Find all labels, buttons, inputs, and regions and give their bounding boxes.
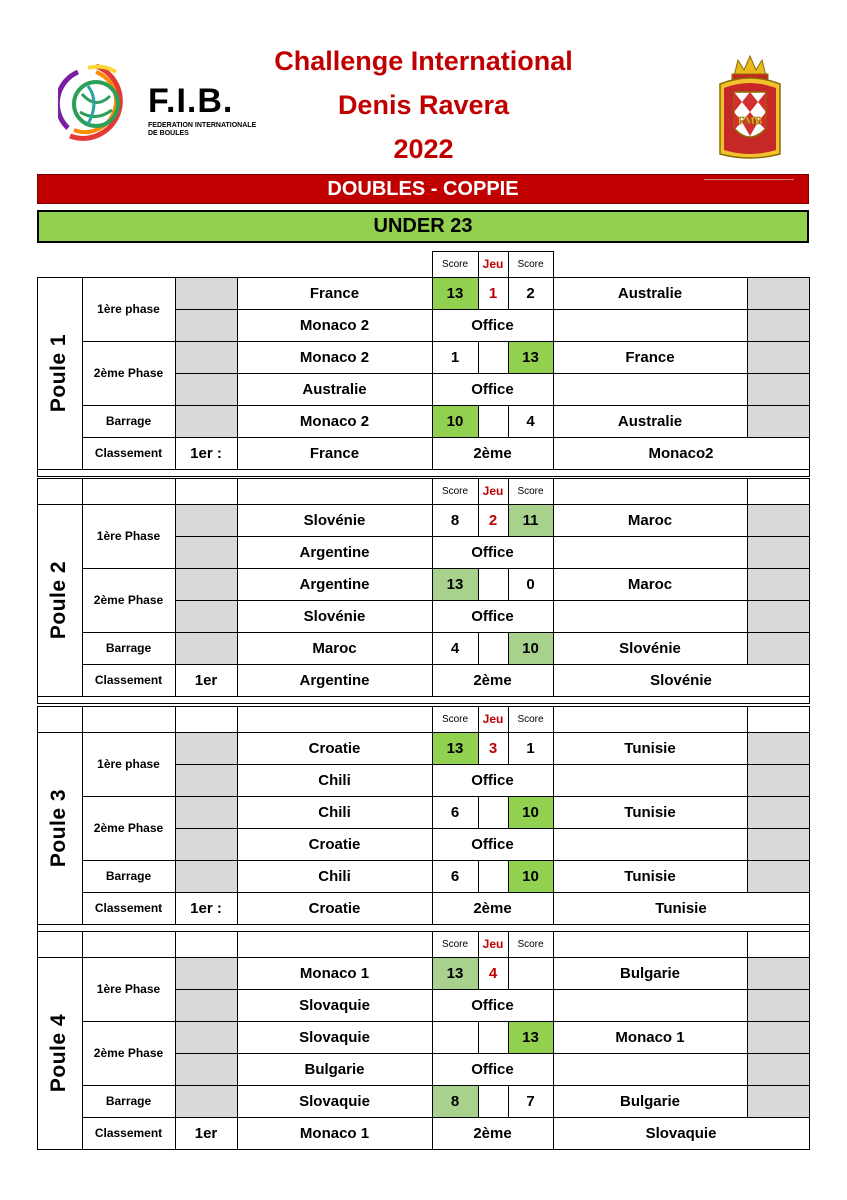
classement-label: Classement — [94, 673, 163, 687]
header-strip-cell — [237, 478, 433, 505]
team-b-name: Bulgarie — [619, 1092, 680, 1110]
barrage-label: Barrage — [105, 641, 152, 655]
header-strip-cell — [37, 931, 83, 958]
poule-label — [37, 504, 82, 696]
jeu-value — [478, 405, 508, 437]
phase2-label: 2ème Phase — [93, 366, 164, 380]
team-b-name: Tunisie — [624, 803, 676, 821]
second-place-label: 2ème — [473, 444, 512, 462]
jeu-column-header: Jeu — [482, 712, 504, 726]
jeu-value — [478, 568, 508, 600]
empty-gray-cell — [175, 860, 238, 893]
crest-text: FMB — [737, 115, 763, 127]
score-column-header: Score — [441, 485, 469, 497]
empty-gray-cell — [747, 1053, 810, 1086]
team-a-name: Bulgarie — [304, 1060, 365, 1078]
score-a-value: 6 — [450, 867, 460, 885]
empty-gray-cell — [747, 341, 810, 374]
first-place-team: France — [309, 444, 360, 462]
score-b-value: 2 — [526, 284, 535, 302]
jeu-value — [478, 1085, 508, 1117]
score-a-value — [432, 1021, 478, 1053]
score-b-value — [508, 957, 553, 989]
empty-gray-cell — [747, 373, 810, 406]
team-b-name: Tunisie — [624, 867, 676, 885]
header-strip-cell — [747, 478, 810, 505]
team-b-cell — [553, 373, 748, 406]
score-column-header: Score — [517, 938, 544, 950]
team-a-name: Argentine — [299, 543, 370, 561]
jeu-column-header: Jeu — [482, 257, 504, 271]
empty-gray-cell — [175, 309, 238, 342]
phase1-label: 1ère Phase — [96, 982, 161, 996]
empty-gray-cell — [175, 373, 238, 406]
team-b-name: Monaco 1 — [615, 1028, 685, 1046]
empty-gray-cell — [747, 277, 810, 310]
team-a-name: Monaco 2 — [299, 348, 370, 366]
team-b-name: Tunisie — [624, 739, 676, 757]
classement-label: Classement — [94, 446, 163, 460]
score-a-value: 13 — [446, 739, 464, 757]
jeu-column-header: Jeu — [482, 484, 504, 498]
team-b-cell — [553, 828, 748, 861]
empty-gray-cell — [175, 1053, 238, 1086]
empty-gray-cell — [747, 632, 810, 665]
poule-label — [37, 957, 82, 1149]
empty-gray-cell — [747, 732, 810, 765]
poule-name: Poule 1 — [47, 333, 71, 413]
score-b-value: 10 — [522, 867, 539, 885]
poule-label — [37, 277, 82, 469]
phase2-label: 2ème Phase — [93, 821, 164, 835]
page-title-year: 2022 — [393, 134, 454, 164]
empty-gray-cell — [747, 860, 810, 893]
barrage-label: Barrage — [105, 1094, 152, 1108]
category-label: DOUBLES - COPPIE — [327, 178, 519, 200]
team-b-cell — [553, 989, 748, 1022]
empty-gray-cell — [175, 1085, 238, 1118]
fib-name-line2: DE BOULES — [148, 130, 189, 137]
score-column-header: Score — [517, 485, 544, 497]
poule-name: Poule 4 — [47, 1013, 71, 1093]
empty-gray-cell — [175, 989, 238, 1022]
second-place-team: Slovaquie — [645, 1124, 717, 1142]
score-column-header: Score — [441, 713, 469, 725]
poule-name: Poule 3 — [47, 788, 71, 868]
team-b-cell — [553, 1053, 748, 1086]
team-a-name: Croatie — [308, 835, 361, 853]
second-place-label: 2ème — [473, 899, 512, 917]
score-b-value: 4 — [526, 412, 535, 430]
score-b-value: 1 — [526, 739, 535, 757]
team-b-name: Maroc — [627, 511, 673, 529]
header-strip-cell — [553, 706, 748, 733]
score-b-value: 7 — [526, 1092, 535, 1110]
office-label: Office — [471, 771, 514, 789]
empty-gray-cell — [175, 568, 238, 601]
team-b-name: Bulgarie — [619, 964, 680, 982]
empty-gray-cell — [747, 1085, 810, 1118]
barrage-label: Barrage — [105, 869, 152, 883]
first-place-label: 1er — [194, 1124, 218, 1142]
empty-gray-cell — [175, 764, 238, 797]
office-label: Office — [471, 835, 514, 853]
first-place-label: 1er — [194, 671, 218, 689]
poule-name: Poule 2 — [47, 560, 71, 640]
team-a-name: France — [309, 284, 360, 302]
second-place-team: Slovénie — [650, 671, 712, 689]
empty-gray-cell — [175, 600, 238, 633]
header-strip-cell — [747, 706, 810, 733]
empty-gray-cell — [747, 536, 810, 569]
jeu-value: 3 — [488, 739, 498, 757]
fib-name-line1: FEDERATION INTERNATIONALE — [148, 122, 257, 129]
empty-gray-cell — [175, 341, 238, 374]
team-b-cell — [553, 536, 748, 569]
team-b-cell — [553, 600, 748, 633]
header-strip-cell — [553, 478, 748, 505]
page-title-line2: Denis Ravera — [337, 90, 510, 120]
team-a-name: Australie — [302, 380, 367, 398]
office-label: Office — [471, 316, 514, 334]
score-column-header: Score — [441, 938, 469, 950]
first-place-team: Monaco 1 — [299, 1124, 370, 1142]
score-b-value: 10 — [522, 803, 539, 821]
team-b-name: France — [625, 348, 675, 366]
score-a-value: 8 — [450, 1092, 460, 1110]
empty-gray-cell — [747, 504, 810, 537]
header-strip-cell — [237, 931, 433, 958]
empty-gray-cell — [175, 536, 238, 569]
empty-gray-cell — [175, 828, 238, 861]
team-a-name: Chili — [318, 771, 351, 789]
score-b-value: 11 — [522, 511, 539, 529]
team-a-name: Chili — [318, 867, 351, 885]
phase1-label: 1ère phase — [97, 302, 160, 316]
score-a-value: 6 — [450, 803, 460, 821]
office-label: Office — [471, 1060, 514, 1078]
jeu-value — [478, 860, 508, 892]
header-strip-cell — [37, 706, 83, 733]
header-strip-cell — [747, 931, 810, 958]
phase2-label: 2ème Phase — [93, 1046, 164, 1060]
header-strip-cell — [175, 478, 238, 505]
score-a-value: 1 — [450, 348, 460, 366]
empty-gray-cell — [747, 796, 810, 829]
first-place-label: 1er : — [190, 899, 222, 917]
block-spacer — [37, 696, 810, 704]
score-b-value: 13 — [522, 1028, 539, 1046]
header-strip-cell — [82, 706, 176, 733]
phase1-label: 1ère Phase — [96, 529, 161, 543]
team-a-name: Slovaquie — [299, 1028, 370, 1046]
empty-gray-cell — [747, 828, 810, 861]
header-strip-cell — [237, 706, 433, 733]
jeu-value: 2 — [488, 511, 498, 529]
header-strip-cell — [553, 931, 748, 958]
header-strip-cell — [37, 478, 83, 505]
header-strip-cell — [175, 931, 238, 958]
team-b-name: Australie — [617, 412, 683, 430]
score-a-value: 13 — [446, 575, 464, 593]
empty-gray-cell — [747, 989, 810, 1022]
empty-gray-cell — [175, 1021, 238, 1054]
empty-gray-cell — [175, 957, 238, 990]
team-a-name: Slovénie — [303, 607, 366, 625]
first-place-team: Croatie — [308, 899, 361, 917]
empty-gray-cell — [747, 957, 810, 990]
jeu-value: 4 — [488, 964, 498, 982]
team-a-name: Slovénie — [303, 511, 366, 529]
empty-gray-cell — [175, 632, 238, 665]
team-a-name: Chili — [318, 803, 351, 821]
team-b-name: Slovénie — [619, 639, 681, 657]
block-spacer — [37, 469, 810, 477]
phase2-label: 2ème Phase — [93, 593, 164, 607]
score-a-value: 8 — [450, 511, 460, 529]
empty-gray-cell — [175, 277, 238, 310]
team-a-name: Maroc — [312, 639, 357, 657]
office-label: Office — [471, 996, 514, 1014]
phase1-label: 1ère phase — [97, 757, 160, 771]
jeu-value — [478, 341, 508, 373]
score-column-header: Score — [517, 258, 544, 270]
empty-gray-cell — [175, 405, 238, 438]
score-a-value: 4 — [450, 639, 460, 657]
fib-letters: F.I.B. — [148, 82, 234, 120]
jeu-column-header: Jeu — [482, 937, 504, 951]
jeu-value — [478, 632, 508, 664]
score-b-value: 0 — [526, 575, 535, 593]
empty-gray-cell — [747, 600, 810, 633]
office-label: Office — [471, 380, 514, 398]
office-label: Office — [471, 543, 514, 561]
second-place-label: 2ème — [473, 671, 512, 689]
score-b-value: 10 — [522, 639, 539, 657]
second-place-label: 2ème — [473, 1124, 512, 1142]
score-b-value: 13 — [522, 348, 539, 366]
empty-gray-cell — [747, 309, 810, 342]
classement-label: Classement — [94, 901, 163, 915]
team-a-name: Monaco 2 — [299, 316, 370, 334]
team-b-name: Australie — [617, 284, 683, 302]
jeu-value — [478, 796, 508, 828]
score-a-value: 13 — [446, 964, 464, 982]
empty-gray-cell — [175, 796, 238, 829]
empty-gray-cell — [175, 732, 238, 765]
team-b-cell — [553, 764, 748, 797]
empty-gray-cell — [747, 764, 810, 797]
empty-gray-cell — [175, 504, 238, 537]
barrage-label: Barrage — [105, 414, 152, 428]
score-a-value: 10 — [446, 412, 464, 430]
score-a-value: 13 — [446, 284, 464, 302]
first-place-team: Argentine — [299, 671, 370, 689]
team-b-cell — [553, 309, 748, 342]
division-label: UNDER 23 — [373, 215, 473, 237]
header-strip-cell — [82, 478, 176, 505]
team-a-name: Croatie — [308, 739, 361, 757]
team-b-name: Maroc — [627, 575, 673, 593]
office-label: Office — [471, 607, 514, 625]
poule-label — [37, 732, 82, 924]
jeu-value — [478, 1021, 508, 1053]
second-place-team: Tunisie — [655, 899, 707, 917]
header-strip-cell — [175, 706, 238, 733]
second-place-team: Monaco2 — [648, 444, 714, 462]
empty-gray-cell — [747, 405, 810, 438]
classement-label: Classement — [94, 1126, 163, 1140]
team-a-name: Monaco 2 — [299, 412, 370, 430]
score-column-header: Score — [441, 258, 469, 270]
team-a-name: Argentine — [299, 575, 370, 593]
empty-gray-cell — [747, 1021, 810, 1054]
jeu-value: 1 — [488, 284, 498, 302]
header-strip-cell — [82, 931, 176, 958]
team-a-name: Slovaquie — [299, 996, 370, 1014]
team-a-name: Monaco 1 — [299, 964, 370, 982]
first-place-label: 1er : — [190, 444, 222, 462]
page-title-line1: Challenge International — [274, 46, 573, 76]
team-a-name: Slovaquie — [299, 1092, 370, 1110]
empty-gray-cell — [747, 568, 810, 601]
score-column-header: Score — [517, 713, 544, 725]
